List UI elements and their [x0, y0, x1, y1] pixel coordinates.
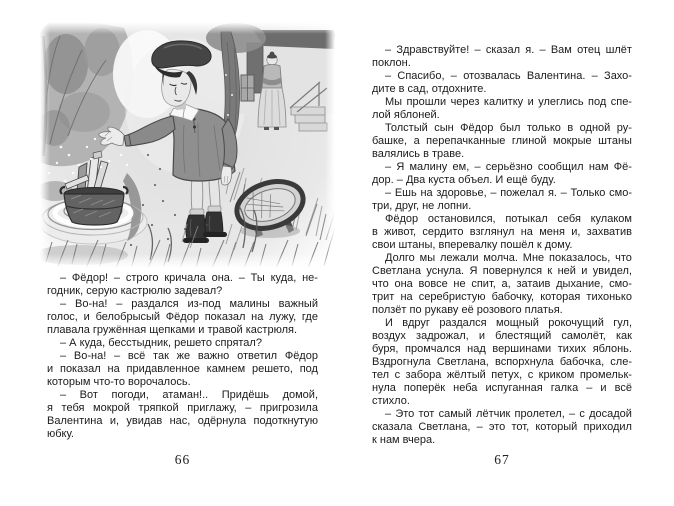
text-line: поклон.: [372, 57, 411, 69]
text-line: – Во-на! – раздался из-под малины важный: [60, 298, 318, 310]
text-line: в живот, сердито взглянул на меня и, захватив: [372, 226, 632, 238]
text-line: лой яблоней.: [372, 109, 440, 121]
text-line: годник, серую кастрюлю задевал?: [47, 285, 223, 297]
text-line: Долго мы лежали молча. Мне показалось, что: [385, 252, 632, 264]
text-line: Толстый сын Фёдор был только в одной ру-: [385, 122, 632, 134]
text-line: стихло.: [372, 395, 410, 407]
text-line: – Ешь на здоровье, – пожелал я. – Только смо-: [385, 187, 632, 199]
paragraph: [372, 96, 632, 122]
paragraph: [372, 44, 632, 70]
paragraph: [372, 213, 632, 252]
paragraph: [47, 350, 318, 389]
page-number-right: 67: [494, 452, 510, 467]
text-line: Фёдор остановился, потыкал себя кулаком: [385, 213, 632, 225]
text-line: Вздрогнула Светлана, вспорхнула бабочка, сле-: [372, 356, 632, 368]
page-number-left: 66: [174, 452, 191, 467]
paragraph: [372, 317, 632, 408]
paragraph: [372, 252, 632, 317]
text-line: И вдруг раздался мощный рокочущий гул,: [385, 317, 632, 329]
text-line: что она вовсе не спит, а, затаив дыхание, смо-: [372, 278, 632, 290]
text-line: – Это тот самый лётчик пролетел, – с досадой: [385, 408, 632, 420]
text-line: свои штаны, вперевалку пошёл к дому.: [372, 239, 573, 251]
text-line: к нам вчера.: [372, 434, 436, 446]
text-line: ползёт по рукаву её розового платья.: [372, 304, 563, 316]
text-line: – Вот погоди, атаман!.. Придёшь домой,: [60, 389, 318, 401]
paragraph: [372, 161, 632, 187]
text-line: которым что-то ворочалось.: [47, 376, 191, 388]
paragraph: [47, 389, 318, 441]
text-line: юбку.: [47, 428, 74, 440]
text-line: голос, и белобрысый Фёдор показал на лужу, где: [47, 311, 318, 323]
text-line: тел с забора жёлтый петух, с криком промельк-: [372, 369, 632, 381]
text-line: – Фёдор! – строго кричала она. – Ты куда, не-: [60, 272, 318, 284]
text-line: дите в сад, отдохните.: [372, 83, 487, 95]
text-line: – Во-на! – всё так же важно ответил Фёдор: [60, 350, 318, 362]
text-line: башке, а перепачканные глиной мокрые штаны: [372, 135, 632, 147]
text-line: – Спасибо, – отозвалась Валентина. – Захо-: [385, 70, 632, 82]
paragraph: [372, 122, 632, 161]
text-line: Мы прошли через калитку и улеглись под спе-: [385, 96, 632, 108]
paragraph: [47, 298, 318, 337]
text-line: нула поперёк неба испуганная галка – и всё: [372, 382, 632, 394]
text-line: – Здравствуйте! – сказал я. – Вам отец шлёт: [385, 44, 632, 56]
text-line: буря, промчался над вершинами тихих яблонь.: [372, 343, 632, 355]
page-left-text: [47, 272, 318, 441]
paragraph: [372, 187, 632, 213]
text-line: Светлана уснула. Я повернулся к ней и увидел,: [372, 265, 632, 277]
text-line: и показал на придавленное камнем решето, под: [47, 363, 318, 375]
paragraph: [47, 337, 318, 350]
text-line: Валентина и, увидав нас, одёрнула подоткнутую: [47, 415, 318, 427]
text-line: я тебя мокрой тряпкой приглажу, – пригрозила: [47, 402, 318, 414]
paragraph: [372, 408, 632, 447]
text-line: дор. – Два куста объел. И ещё буду.: [372, 174, 556, 186]
text-line: трит на серебристую бабочку, которая тихонько: [372, 291, 632, 303]
page-right-text: [372, 44, 632, 447]
text-line: – Я малину ем, – серьёзно сообщил нам Фё-: [385, 161, 632, 173]
text-line: плавала гружённая щепками и травой кастрюля.: [47, 324, 298, 336]
paragraph: [372, 70, 632, 96]
text-line: сказала Светлана, – это тот, который приходил: [372, 421, 632, 433]
paragraph: [47, 272, 318, 298]
text-line: валялись в траве.: [372, 148, 465, 160]
text-line: три, друг, не лопни.: [372, 200, 472, 212]
text-line: воздух задрожал, и блестящий самолёт, как: [372, 330, 632, 342]
story-illustration: [40, 22, 335, 268]
text-line: – А куда, бесстыдник, решето спрятал?: [60, 337, 262, 349]
